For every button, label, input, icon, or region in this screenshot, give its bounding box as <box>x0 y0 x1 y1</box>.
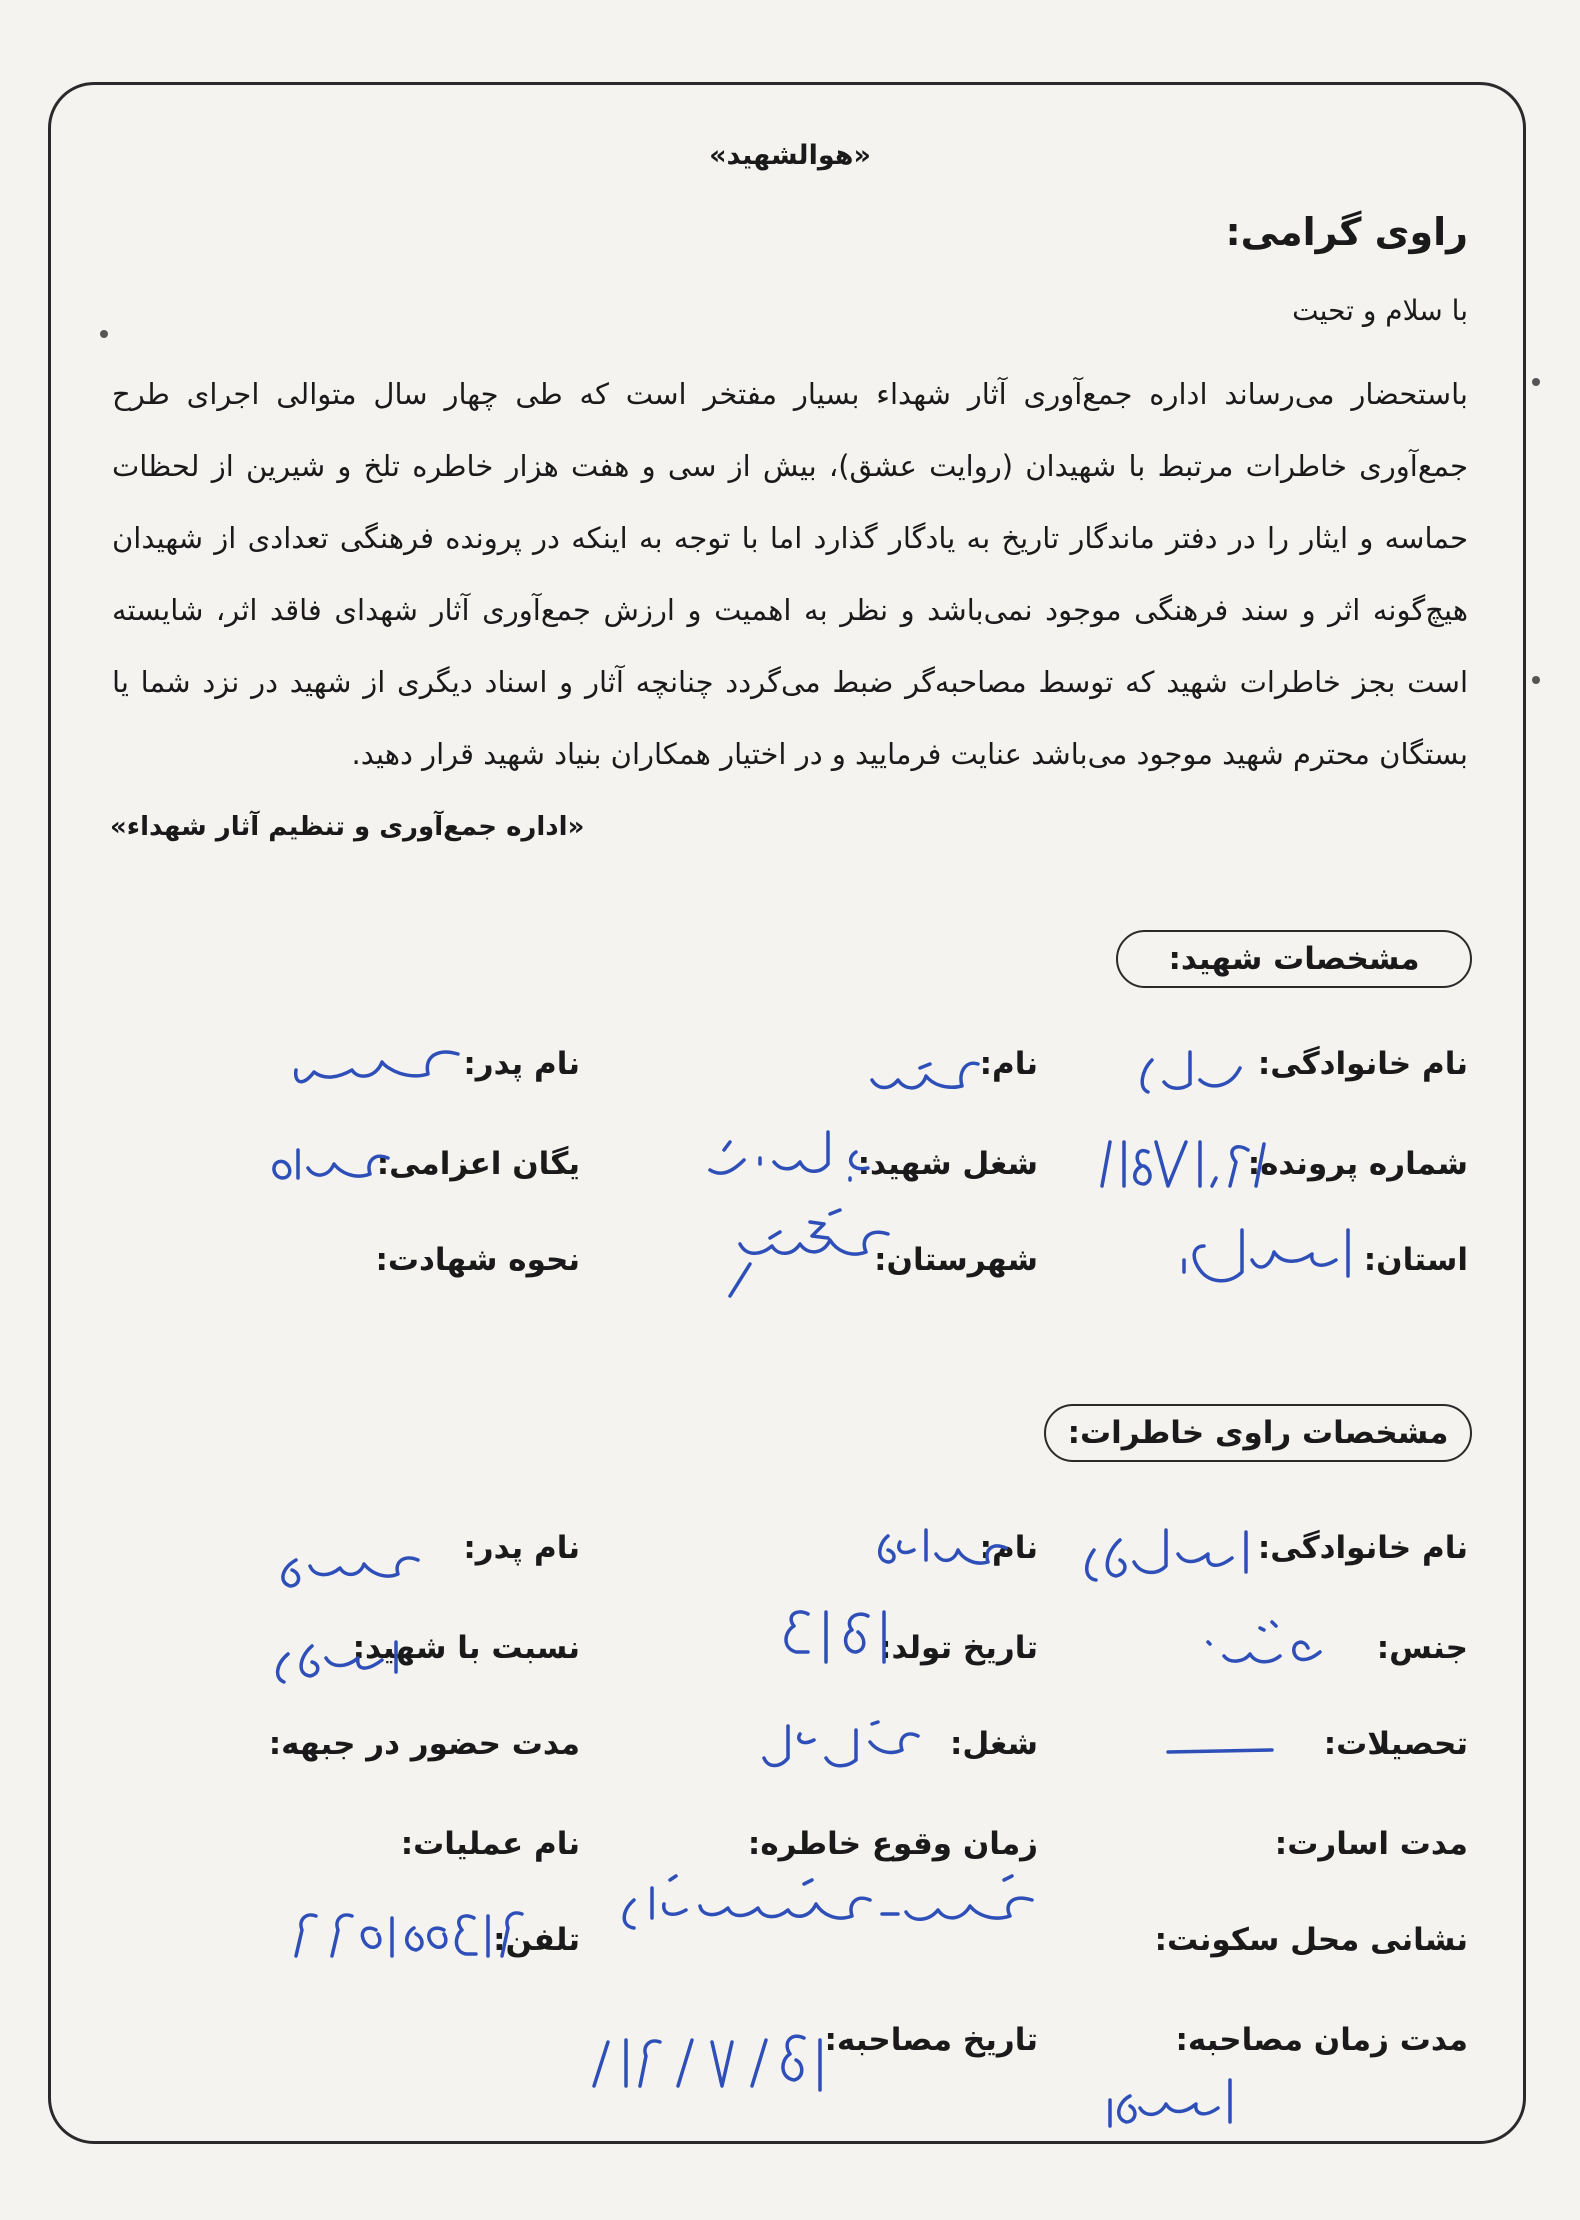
martyr-city-label: شهرستان: <box>874 1242 1038 1278</box>
margin-mark <box>1532 378 1540 386</box>
handwriting-province <box>1170 1216 1360 1296</box>
martyr-last-name-label: نام خانوادگی: <box>1257 1046 1468 1082</box>
martyr-occupation-label: شغل شهید: <box>857 1146 1038 1182</box>
margin-mark <box>100 330 108 338</box>
martyr-martyrdom-manner-label: نحوه شهادت: <box>375 1242 580 1278</box>
martyr-file-number-label: شماره پرونده: <box>1247 1146 1468 1182</box>
greeting: راوی گرامی: <box>1225 210 1468 254</box>
martyr-first-name-label: نام: <box>979 1046 1038 1082</box>
narrator-education-label: تحصیلات: <box>1323 1726 1468 1762</box>
handwriting-education <box>1160 1736 1280 1766</box>
handwriting-narrator-last-name <box>1076 1520 1256 1590</box>
signature: «اداره جمع‌آوری و تنظیم آثار شهداء» <box>110 812 585 842</box>
salutation: با سلام و تحیت <box>1292 294 1468 327</box>
handwriting-martyr-father-name <box>288 1040 468 1100</box>
handwriting-address <box>612 1870 1042 1960</box>
handwriting-martyr-occupation <box>700 1118 880 1198</box>
handwriting-narrator-occupation <box>760 1710 930 1790</box>
narrator-section-title: مشخصات راوی خاطرات: <box>1044 1404 1472 1462</box>
narrator-relation-label: نسبت با شهید: <box>352 1630 580 1666</box>
handwriting-martyr-first-name <box>866 1050 986 1100</box>
martyr-section-title: مشخصات شهید: <box>1116 930 1472 988</box>
narrator-birth-date-label: تاریخ تولد: <box>879 1630 1038 1666</box>
martyr-province-label: استان: <box>1363 1242 1468 1278</box>
handwriting-narrator-father-name <box>268 1530 428 1590</box>
handwriting-phone <box>272 1900 532 1970</box>
handwriting-interview-date <box>556 2020 836 2110</box>
narrator-memory-time-label: زمان وقوع خاطره: <box>747 1826 1038 1862</box>
margin-mark <box>1532 676 1540 684</box>
handwriting-narrator-first-name <box>866 1520 1016 1580</box>
narrator-front-duration-label: مدت حضور در جبهه: <box>268 1726 580 1762</box>
handwriting-birth-date <box>700 1596 900 1676</box>
narrator-father-name-label: نام پدر: <box>463 1530 580 1566</box>
narrator-interview-date-label: تاریخ مصاحبه: <box>824 2022 1038 2058</box>
narrator-operation-name-label: نام عملیات: <box>400 1826 580 1862</box>
narrator-first-name-label: نام: <box>979 1530 1038 1566</box>
narrator-interview-duration-label: مدت زمان مصاحبه: <box>1175 2022 1468 2058</box>
letter-body: باستحضار می‌رساند اداره جمع‌آوری آثار شهداء بسیار مفتخر است که طی چهار سال متوالی اجرای طرح جمع‌آوری خاطرات مرتبط با شهیدان (روایت عشق)، بیش از سی و هفت هزار خاطره تلخ و شیرین از لحظات حماسه و ایثار را در دفتر ماندگار تاریخ به یادگار گذارد اما با توجه به اینکه در پرونده فرهنگی تعدادی از شهیدان هیچ‌گونه اثر و سند فرهنگی موجود نمی‌باشد و نظر به اهمیت و ارزش جمع‌آوری آثار شهدای فاقد اثر، شایسته است بجز خاطرات شهید که توسط مصاحبه‌گر ضبط می‌گردد چنانچه آثار و اسناد دیگری از شهید در نزد شما یا بستگان محترم شهید موجود می‌باشد عنایت فرمایید و در اختیار همکاران بنیاد شهید قرار دهید. <box>112 377 1468 771</box>
motto: «هوالشهید» <box>709 140 871 171</box>
martyr-unit-label: یگان اعزامی: <box>376 1146 580 1182</box>
handwriting-martyr-file-number <box>1076 1128 1276 1198</box>
narrator-address-label: نشانی محل سکونت: <box>1154 1922 1468 1958</box>
narrator-phone-label: تلفن: <box>493 1922 580 1958</box>
handwriting-martyr-unit <box>258 1138 398 1198</box>
handwriting-interview-duration <box>1090 2070 1240 2140</box>
handwriting-relation <box>266 1626 406 1686</box>
narrator-last-name-label: نام خانوادگی: <box>1257 1530 1468 1566</box>
narrator-occupation-label: شغل: <box>949 1726 1038 1762</box>
narrator-gender-label: جنس: <box>1376 1630 1468 1666</box>
narrator-captivity-duration-label: مدت اسارت: <box>1274 1826 1468 1862</box>
handwriting-city <box>700 1204 900 1304</box>
handwriting-narrator-gender <box>1200 1612 1330 1682</box>
martyr-father-name-label: نام پدر: <box>463 1046 580 1082</box>
handwriting-martyr-last-name <box>1130 1040 1250 1100</box>
